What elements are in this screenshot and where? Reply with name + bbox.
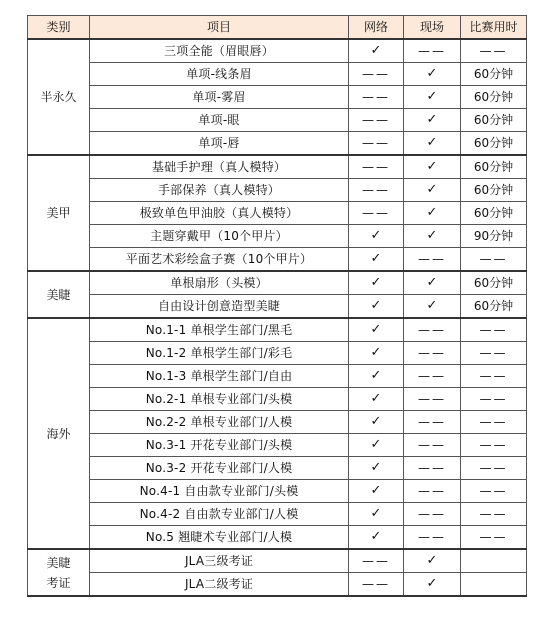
- duration-cell: 60分钟: [461, 202, 527, 225]
- table-row: [28, 248, 527, 272]
- online-cell: ——: [349, 132, 404, 156]
- onsite-cell: ✓: [404, 132, 461, 156]
- table-row: [28, 318, 527, 342]
- header-item: 项目: [90, 16, 349, 40]
- duration-cell: 60分钟: [461, 155, 527, 179]
- table-row: [28, 457, 527, 480]
- online-cell: ——: [349, 573, 404, 597]
- item-cell: No.3-1 开花专业部门/头模: [90, 434, 349, 457]
- onsite-cell: ✓: [404, 573, 461, 597]
- item-cell: 单项-线条眉: [90, 63, 349, 86]
- item-cell: 单项-雾眉: [90, 86, 349, 109]
- duration-cell: ——: [461, 248, 527, 272]
- table-row: [28, 179, 527, 202]
- onsite-cell: ——: [404, 480, 461, 503]
- item-cell: 手部保养（真人模特）: [90, 179, 349, 202]
- onsite-cell: ✓: [404, 86, 461, 109]
- table-row: [28, 202, 527, 225]
- online-cell: ✓: [349, 411, 404, 434]
- onsite-cell: ——: [404, 457, 461, 480]
- item-cell: 主题穿戴甲（10个甲片）: [90, 225, 349, 248]
- table-row: [28, 132, 527, 156]
- table-row: [28, 365, 527, 388]
- online-cell: ✓: [349, 39, 404, 63]
- duration-cell: 90分钟: [461, 225, 527, 248]
- online-cell: ✓: [349, 457, 404, 480]
- item-cell: No.2-2 单根专业部门/人模: [90, 411, 349, 434]
- item-cell: JLA三级考证: [90, 549, 349, 573]
- onsite-cell: ✓: [404, 271, 461, 295]
- item-cell: 单根扇形（头模）: [90, 271, 349, 295]
- online-cell: ✓: [349, 318, 404, 342]
- table-group: [28, 155, 527, 271]
- onsite-cell: ✓: [404, 295, 461, 319]
- duration-cell: ——: [461, 388, 527, 411]
- onsite-cell: ——: [404, 388, 461, 411]
- table-group: [28, 549, 527, 596]
- onsite-cell: ✓: [404, 549, 461, 573]
- duration-cell: 60分钟: [461, 63, 527, 86]
- online-cell: ✓: [349, 295, 404, 319]
- table-row: [28, 388, 527, 411]
- onsite-cell: ——: [404, 434, 461, 457]
- category-cell: 美甲: [28, 155, 90, 271]
- online-cell: ✓: [349, 434, 404, 457]
- onsite-cell: ——: [404, 318, 461, 342]
- onsite-cell: ✓: [404, 63, 461, 86]
- category-cell: 半永久: [28, 39, 90, 155]
- table-row: [28, 225, 527, 248]
- item-cell: 基础手护理（真人模特）: [90, 155, 349, 179]
- online-cell: ✓: [349, 480, 404, 503]
- online-cell: ——: [349, 63, 404, 86]
- category-line: 考证: [46, 575, 71, 590]
- duration-cell: 60分钟: [461, 109, 527, 132]
- duration-cell: 60分钟: [461, 132, 527, 156]
- onsite-cell: ——: [404, 365, 461, 388]
- header-onsite: 现场: [404, 16, 461, 40]
- onsite-cell: ✓: [404, 155, 461, 179]
- onsite-cell: ——: [404, 411, 461, 434]
- online-cell: ✓: [349, 342, 404, 365]
- category-cell: 美睫: [28, 271, 90, 318]
- category-cell: 海外: [28, 318, 90, 549]
- table-row: [28, 411, 527, 434]
- onsite-cell: ——: [404, 248, 461, 272]
- online-cell: ——: [349, 202, 404, 225]
- duration-cell: ——: [461, 480, 527, 503]
- item-cell: No.3-2 开花专业部门/人模: [90, 457, 349, 480]
- item-cell: JLA二级考证: [90, 573, 349, 597]
- onsite-cell: ✓: [404, 109, 461, 132]
- table-group: [28, 271, 527, 318]
- duration-cell: ——: [461, 457, 527, 480]
- onsite-cell: ——: [404, 503, 461, 526]
- item-cell: 单项-眼: [90, 109, 349, 132]
- online-cell: ——: [349, 549, 404, 573]
- item-cell: 极致单色甲油胶（真人模特）: [90, 202, 349, 225]
- duration-cell: ——: [461, 342, 527, 365]
- item-cell: No.1-1 单根学生部门/黑毛: [90, 318, 349, 342]
- online-cell: ✓: [349, 271, 404, 295]
- table-row: [28, 480, 527, 503]
- table-row: [28, 271, 527, 295]
- item-cell: No.1-2 单根学生部门/彩毛: [90, 342, 349, 365]
- item-cell: 自由设计创意造型美睫: [90, 295, 349, 319]
- duration-cell: [461, 549, 527, 573]
- table-row: [28, 63, 527, 86]
- table-row: [28, 109, 527, 132]
- onsite-cell: ✓: [404, 179, 461, 202]
- competition-table: [27, 15, 527, 597]
- item-cell: 平面艺术彩绘盒子赛（10个甲片）: [90, 248, 349, 272]
- table-row: [28, 295, 527, 319]
- duration-cell: ——: [461, 365, 527, 388]
- duration-cell: 60分钟: [461, 295, 527, 319]
- online-cell: ——: [349, 109, 404, 132]
- table-row: [28, 155, 527, 179]
- duration-cell: ——: [461, 503, 527, 526]
- onsite-cell: ——: [404, 342, 461, 365]
- online-cell: ✓: [349, 388, 404, 411]
- table-group: [28, 39, 527, 155]
- table-row: [28, 573, 527, 597]
- online-cell: ✓: [349, 248, 404, 272]
- table-row: [28, 503, 527, 526]
- header-duration: 比赛用时: [461, 16, 527, 40]
- online-cell: ——: [349, 86, 404, 109]
- duration-cell: [461, 573, 527, 597]
- table-header: [28, 16, 527, 40]
- online-cell: ✓: [349, 365, 404, 388]
- duration-cell: ——: [461, 526, 527, 550]
- category-cell: [28, 549, 90, 596]
- table-row: [28, 39, 527, 63]
- table-row: [28, 342, 527, 365]
- item-cell: No.5 翘睫术专业部门/人模: [90, 526, 349, 550]
- online-cell: ——: [349, 155, 404, 179]
- item-cell: No.4-2 自由款专业部门/人模: [90, 503, 349, 526]
- item-cell: No.4-1 自由款专业部门/头模: [90, 480, 349, 503]
- header-category: 类别: [28, 16, 90, 40]
- duration-cell: 60分钟: [461, 86, 527, 109]
- online-cell: ✓: [349, 225, 404, 248]
- onsite-cell: ——: [404, 526, 461, 550]
- table-row: [28, 86, 527, 109]
- duration-cell: 60分钟: [461, 271, 527, 295]
- item-cell: 单项-唇: [90, 132, 349, 156]
- online-cell: ✓: [349, 526, 404, 550]
- online-cell: ✓: [349, 503, 404, 526]
- item-cell: No.1-3 单根学生部门/自由: [90, 365, 349, 388]
- table-row: [28, 549, 527, 573]
- table-group: [28, 318, 527, 549]
- onsite-cell: ✓: [404, 202, 461, 225]
- table-row: [28, 526, 527, 550]
- header-online: 网络: [349, 16, 404, 40]
- category-line: 美睫: [46, 555, 71, 570]
- duration-cell: ——: [461, 434, 527, 457]
- item-cell: No.2-1 单根专业部门/头模: [90, 388, 349, 411]
- duration-cell: ——: [461, 411, 527, 434]
- duration-cell: ——: [461, 39, 527, 63]
- online-cell: ——: [349, 179, 404, 202]
- duration-cell: ——: [461, 318, 527, 342]
- duration-cell: 60分钟: [461, 179, 527, 202]
- onsite-cell: ✓: [404, 225, 461, 248]
- table-row: [28, 434, 527, 457]
- onsite-cell: ——: [404, 39, 461, 63]
- item-cell: 三项全能（眉眼唇）: [90, 39, 349, 63]
